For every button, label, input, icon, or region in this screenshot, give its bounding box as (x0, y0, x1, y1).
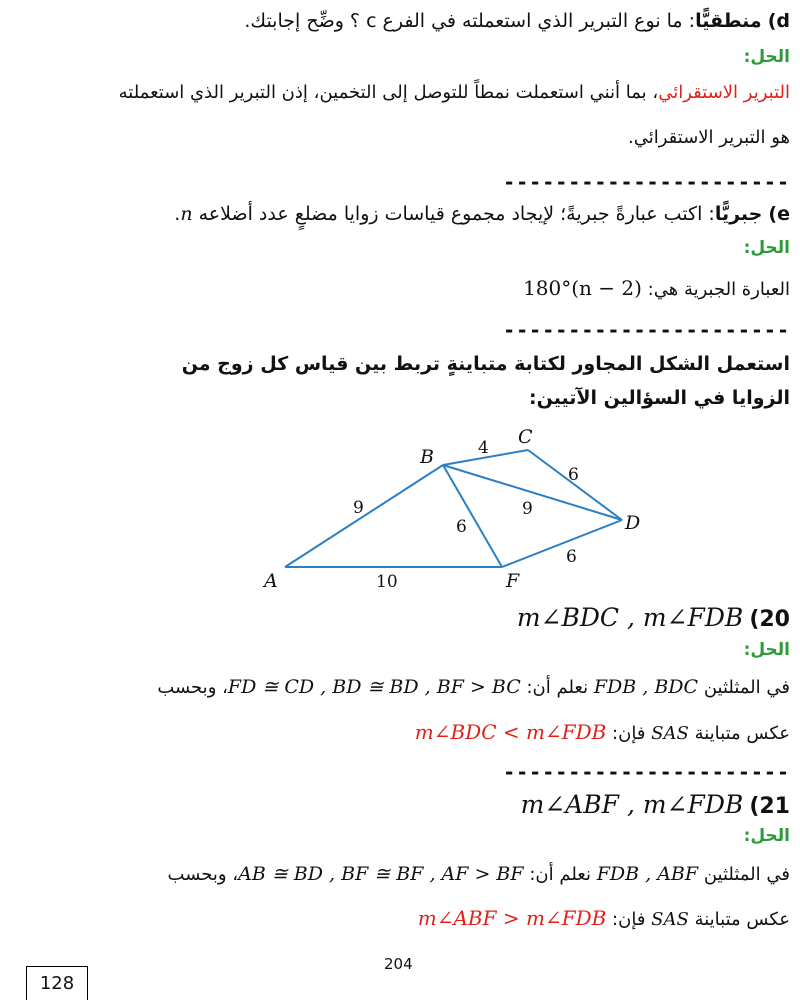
answer-20-triangles: FDB , BDC (593, 676, 699, 698)
question-d (10, 10, 790, 32)
question-21-math: m∠ABF , m∠FDB (520, 790, 744, 819)
question-d-label: d) (767, 10, 790, 32)
vertex-f: F (506, 570, 520, 592)
page-number-center: 204 (384, 955, 413, 973)
solution-label-21: الحل: (743, 826, 790, 846)
answer-21-know: نعلم أن: (529, 864, 591, 885)
edge-ab (285, 465, 443, 567)
label-bf: 6 (456, 517, 467, 537)
question-e (10, 203, 790, 225)
answer-20-then: فإن: (612, 723, 646, 744)
question-e-keyword: جبريًّا (714, 203, 763, 225)
separator-3: ---------------------- (503, 760, 790, 784)
solution-label-20: الحل: (743, 640, 790, 660)
answer-21-then: فإن: (612, 909, 646, 930)
question-21-heading (10, 790, 790, 819)
label-ab: 9 (353, 498, 364, 518)
label-bc: 4 (478, 438, 489, 458)
question-e-end: . (174, 203, 181, 225)
question-20-heading (10, 603, 790, 632)
answer-d-line2: هو التبرير الاستقرائي. (627, 127, 790, 148)
answer-d-line1 (10, 82, 790, 103)
answer-e-text: العبارة الجبرية هي: (647, 279, 790, 300)
question-d-keyword: منطقيًّا (695, 10, 762, 32)
answer-20-result: m∠BDC < m∠FDB (414, 720, 607, 744)
triangle-diagram (250, 425, 650, 600)
question-21-number: 21) (749, 794, 790, 819)
edge-fd (502, 520, 622, 567)
question-20-number: 20) (749, 607, 790, 632)
answer-21-sas: SAS (651, 909, 689, 930)
question-e-text: : اكتب عبارةً جبريةً؛ لإيجاد مجموع قياسات زوايا مضلعٍ عدد أضلاعه (198, 203, 715, 225)
answer-21-line1 (10, 863, 790, 885)
answer-21-result: m∠ABF > m∠FDB (417, 906, 607, 930)
question-d-text: : ما نوع التبرير الذي استعملته في الفرع c ؟ وضِّح إجابتك. (244, 10, 696, 32)
question-e-label: e) (768, 203, 790, 225)
answer-20-line2 (10, 720, 790, 744)
question-20-math: m∠BDC , m∠FDB (516, 603, 744, 632)
instruction-line1: استعمل الشكل المجاور لكتابة متباينةٍ تربط بين قياس كل زوج من (181, 353, 790, 375)
answer-20-conditions: FD ≅ CD , BD ≅ BD , BF > BC (227, 676, 521, 698)
answer-e-math: 180°(n − 2) (523, 276, 642, 300)
answer-21-line2 (10, 906, 790, 930)
answer-d-rest: ، بما أنني استعملت نمطاً للتوصل إلى التخمين، إذن التبرير الذي استعملته (118, 82, 659, 103)
separator-2: ---------------------- (503, 318, 790, 342)
page-number-box: 128 (26, 966, 88, 1000)
vertex-b: B (420, 446, 434, 468)
label-bd: 9 (522, 499, 533, 519)
vertex-a: A (264, 570, 278, 592)
solution-label-e: الحل: (743, 238, 790, 258)
solution-label-d: الحل: (743, 47, 790, 67)
answer-e (10, 276, 790, 300)
vertex-d: D (625, 512, 641, 534)
answer-20-in: في المثلثين (703, 677, 790, 698)
answer-21-conditions: AB ≅ BD , BF ≅ BF , AF > BF (238, 863, 524, 885)
answer-21-text: عكس متباينة (694, 909, 790, 930)
answer-20-sas: SAS (651, 723, 689, 744)
vertex-c: C (518, 426, 533, 448)
label-cd: 6 (568, 465, 579, 485)
label-fd: 6 (566, 547, 577, 567)
instruction-line2: الزوايا في السؤالين الآتيين: (529, 387, 790, 409)
answer-d-highlight: التبرير الاستقرائي (658, 82, 790, 103)
answer-20-end: ، وبحسب (157, 677, 228, 698)
answer-21-triangles: FDB , ABF (596, 863, 699, 885)
answer-21-end: ، وبحسب (167, 864, 239, 885)
edge-cd (528, 450, 622, 520)
label-af: 10 (376, 572, 398, 592)
answer-20-know: نعلم أن: (526, 677, 589, 698)
answer-21-in: في المثلثين (703, 864, 790, 885)
question-e-var: n (180, 203, 193, 225)
separator-1: ---------------------- (503, 170, 790, 194)
answer-20-line1 (10, 676, 790, 698)
answer-20-text: عكس متباينة (694, 723, 790, 744)
